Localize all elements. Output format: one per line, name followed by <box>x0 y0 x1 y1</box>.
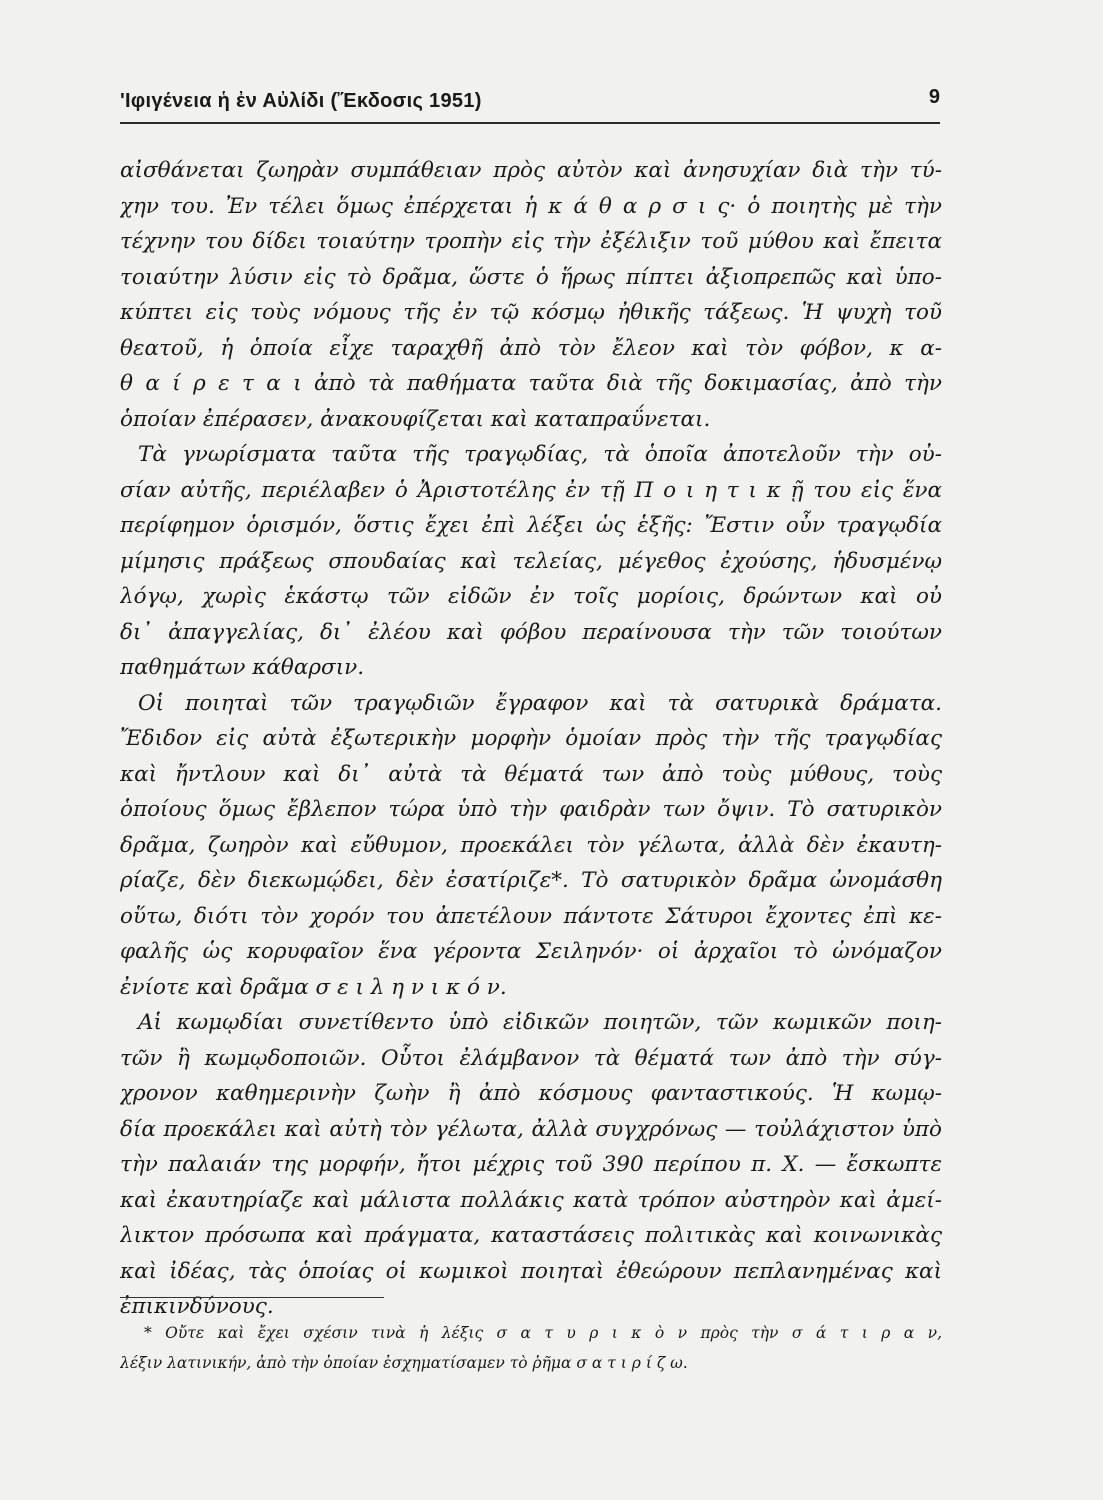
text-line: ὁποίαν ἐπέρασεν, ἀνακουφίζεται καὶ καταπραΰνεται. <box>120 406 711 432</box>
text-line: καὶ ἰδέας, τὰς ὁποίας οἱ κωμικοὶ ποιηταὶ ἐθεώρουν πεπλανημένας καὶ <box>120 1258 942 1284</box>
text-line: αἰσθάνεται ζωηρὰν συμπάθειαν πρὸς αὐτὸν καὶ ἀνησυχίαν διὰ τὴν τύ- <box>120 158 942 183</box>
text-line: χην του. Ἐν τέλει ὅμως ἐπέρχεται ἡ κ ά θ α ρ σ ι ς· ὁ ποιητὴς μὲ τὴν <box>120 193 942 219</box>
text-line: τέχνην του δίδει τοιαύτην τροπὴν εἰς τὴν ἐξέλιξιν τοῦ μύθου καὶ ἔπειτα <box>120 229 942 254</box>
body-text <box>120 153 942 1325</box>
text-line: σίαν αὐτῆς, περιέλαβεν ὁ Ἀριστοτέλης ἐν τῇ Π ο ι η τ ι κ ῇ του εἰς ἕνα <box>120 477 942 503</box>
running-title: 'Ιφιγένεια ἡ ἐν Αὐλίδι (Ἔκδοσις 1951) <box>120 90 482 112</box>
text-line: Ἔδιδον εἰς αὐτὰ ἐξωτερικὴν μορφὴν ὁμοίαν πρὸς τὴν τῆς τραγῳδίας <box>120 726 942 751</box>
text-line: παθημάτων κάθαρσιν. <box>120 655 365 680</box>
text-line: οὕτω, διότι τὸν χορόν του ἀπετέλουν πάντοτε Σάτυροι ἔχοντες ἐπὶ κε- <box>120 903 942 929</box>
footnote-divider <box>120 1297 384 1298</box>
text-line: δία προεκάλει καὶ αὐτὴ τὸν γέλωτα, ἀλλὰ συγχρόνως — τοὐλάχιστον ὑπὸ <box>120 1116 942 1142</box>
text-line: θ α ί ρ ε τ α ι ἀπὸ τὰ παθήματα ταῦτα διὰ τῆς δοκιμασίας, ἀπὸ τὴν <box>120 371 942 396</box>
page-header <box>120 86 940 124</box>
text-line: χρονον καθημερινὴν ζωὴν ἢ ἀπὸ κόσμους φανταστικούς. Ἡ κωμῳ- <box>120 1081 942 1106</box>
text-line: τοιαύτην λύσιν εἰς τὸ δρᾶμα, ὥστε ὁ ἥρως πίπτει ἀξιοπρεπῶς καὶ ὑπο- <box>120 264 942 290</box>
text-line: περίφημον ὁρισμόν, ὅστις ἔχει ἐπὶ λέξει ὡς ἑξῆς: Ἔστιν οὖν τραγῳδία <box>120 513 942 538</box>
text-line: ρίαζε, δὲν διεκωμῴδει, δὲν ἐσατίριζε*. Τὸ σατυρικὸν δρᾶμα ὠνομάσθη <box>120 868 942 893</box>
text-line: κύπτει εἰς τοὺς νόμους τῆς ἐν τῷ κόσμῳ ἠθικῆς τάξεως. Ἡ ψυχὴ τοῦ <box>120 300 942 325</box>
text-line: τὴν παλαιάν της μορφήν, ἤτοι μέχρις τοῦ 390 περίπου π. Χ. — ἔσκωπτε <box>120 1152 942 1177</box>
footnote <box>120 1318 942 1378</box>
text-line: μίμησις πράξεως σπουδαίας καὶ τελείας, μέγεθος ἐχούσης, ἡδυσμένῳ <box>120 548 942 574</box>
text-line: Τὰ γνωρίσματα ταῦτα τῆς τραγῳδίας, τὰ ὁποῖα ἀποτελοῦν τὴν οὐ- <box>138 442 942 467</box>
text-line: τῶν ἢ κωμῳδοποιῶν. Οὗτοι ἐλάμβανον τὰ θέματά των ἀπὸ τὴν σύγ- <box>120 1045 942 1071</box>
text-line: λόγῳ, χωρὶς ἑκάστῳ τῶν εἰδῶν ἐν τοῖς μορίοις, δρώντων καὶ οὐ <box>120 584 942 609</box>
text-line: ἐνίοτε καὶ δρᾶμα σ ε ι λ η ν ι κ ό ν. <box>120 974 507 1000</box>
text-line: Αἱ κωμῳδίαι συνετίθεντο ὑπὸ εἰδικῶν ποιητῶν, τῶν κωμικῶν ποιη- <box>138 1010 942 1035</box>
page-number: 9 <box>928 86 940 108</box>
text-line: καὶ ἐκαυτηρίαζε καὶ μάλιστα πολλάκις κατὰ τρόπον αὐστηρὸν καὶ ἀμεί- <box>120 1187 942 1213</box>
text-line: ἐπικινδύνους. <box>120 1294 274 1319</box>
footnote-line: * Οὔτε καὶ ἔχει σχέσιν τινὰ ἡ λέξις σ α τ υ ρ ι κ ὸ ν πρὸς τὴν σ ά τ ι ρ α ν, <box>144 1324 942 1342</box>
text-line: λικτον πρόσωπα καὶ πράγματα, καταστάσεις πολιτικὰς καὶ κοινωνικὰς <box>120 1223 942 1248</box>
text-line: Οἱ ποιηταὶ τῶν τραγῳδιῶν ἔγραφον καὶ τὰ σατυρικὰ δράματα. <box>138 690 942 716</box>
text-line: φαλῆς ὡς κορυφαῖον ἕνα γέροντα Σειληνόν· οἱ ἀρχαῖοι τὸ ὠνόμαζον <box>120 939 942 964</box>
text-line: δι᾽ ἀπαγγελίας, δι᾽ ἐλέου καὶ φόβου περαίνουσα τὴν τῶν τοιούτων <box>120 619 942 645</box>
text-line: δρᾶμα, ζωηρὸν καὶ εὔθυμον, προεκάλει τὸν γέλωτα, ἀλλὰ δὲν ἐκαυτη- <box>120 832 942 858</box>
footnote-line: λέξιν λατινικήν, ἀπὸ τὴν ὁποίαν ἐσχηματίσαμεν τὸ ῥῆμα σ α τ ι ρ ί ζ ω. <box>120 1354 688 1372</box>
text-line: ὁποίους ὅμως ἔβλεπον τώρα ὑπὸ τὴν φαιδρὰν των ὄψιν. Τὸ σατυρικὸν <box>120 797 942 822</box>
text-line: θεατοῦ, ἡ ὁποία εἶχε ταραχθῆ ἀπὸ τὸν ἔλεον καὶ τὸν φόβον, κ α- <box>120 335 942 361</box>
text-line: καὶ ἤντλουν καὶ δι᾽ αὐτὰ τὰ θέματά των ἀπὸ τοὺς μύθους, τοὺς <box>120 761 942 787</box>
